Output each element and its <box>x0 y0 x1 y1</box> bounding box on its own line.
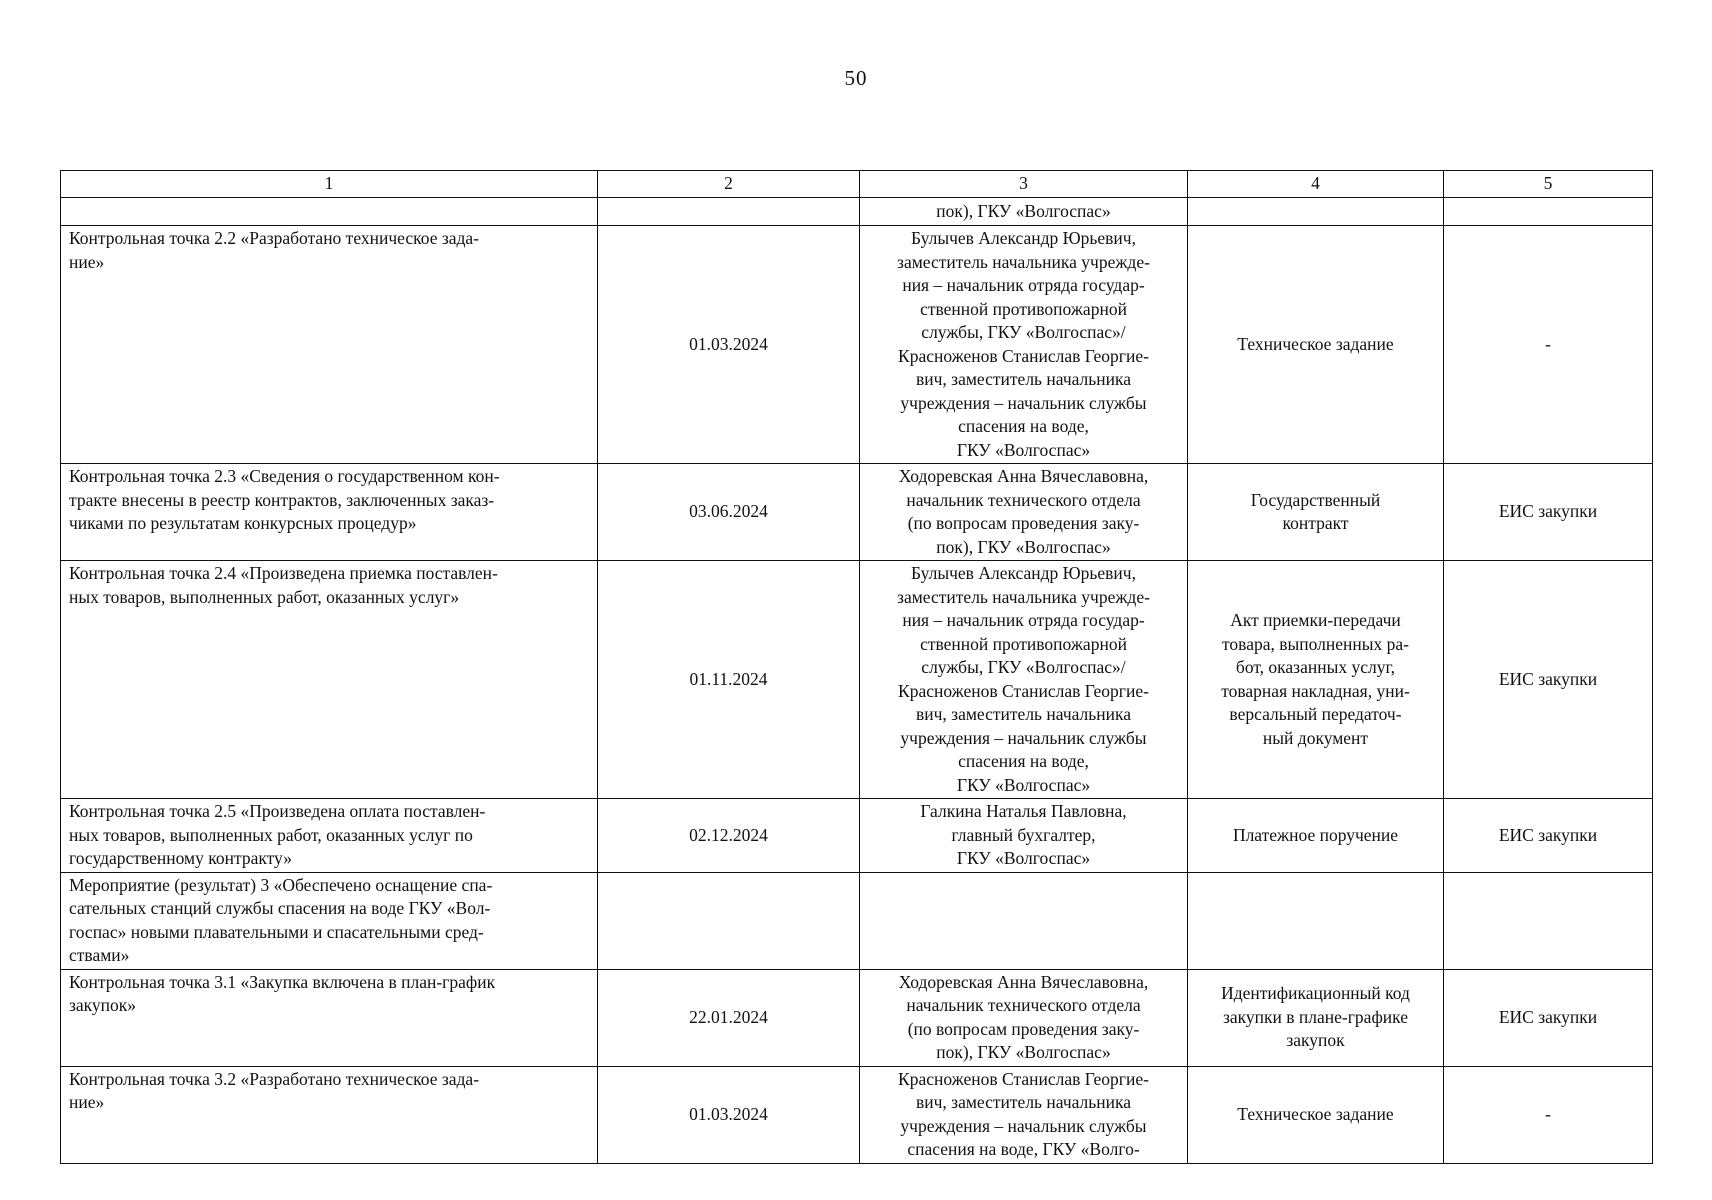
control-point-text: государственному контракту» <box>69 848 292 868</box>
responsible-text: ственной противопожарной <box>920 633 1127 654</box>
deadline-date <box>598 872 860 969</box>
responsible-cell <box>860 1066 1188 1163</box>
information-system-cell: ЕИС закупки <box>1444 464 1653 561</box>
table-row <box>61 226 1653 464</box>
responsible-text: (по вопросам проведения заку- <box>907 513 1140 533</box>
responsible-text: главный бухгалтер, <box>951 824 1096 845</box>
responsible-text: заместитель начальника учрежде- <box>897 251 1150 272</box>
responsible-text: Красноженов Станислав Георгие- <box>898 345 1149 366</box>
responsible-text: начальник технического отдела <box>906 489 1141 510</box>
control-point-text: закупок» <box>69 995 137 1015</box>
control-point-cell <box>61 872 598 969</box>
control-point-text: Мероприятие (результат) 3 «Обеспечено оснащение спа- <box>69 874 493 895</box>
document-type-cell <box>1188 799 1444 873</box>
document-type-text: закупки в плане-графике <box>1223 1006 1408 1027</box>
responsible-text: ния – начальник отряда государ- <box>902 610 1145 630</box>
control-point-text: ных товаров, выполненных работ, оказанных услуг» <box>69 586 460 607</box>
document-type-cell <box>1188 226 1444 464</box>
control-point-cell <box>61 1066 598 1163</box>
document-type-text: товарная накладная, уни- <box>1221 680 1410 701</box>
responsible-text: Булычев Александр Юрьевич, <box>911 563 1136 583</box>
control-point-text: Контрольная точка 3.1 «Закупка включена в план-график <box>69 971 496 992</box>
responsible-text: вич, заместитель начальника <box>915 704 1132 724</box>
table-row <box>61 464 1653 561</box>
control-point-cell <box>61 799 598 873</box>
responsible-text: ния – начальник отряда государ- <box>902 275 1145 295</box>
control-point-text: Контрольная точка 2.2 «Разработано техническое зада- <box>69 228 480 248</box>
document-type-text: Техническое задание <box>1237 1103 1394 1124</box>
responsible-text: вич, заместитель начальника <box>915 369 1132 389</box>
control-point-text: Контрольная точка 2.3 «Сведения о государственном кон- <box>69 466 500 486</box>
responsible-text: Галкина Наталья Павловна, <box>920 801 1127 821</box>
responsible-text: спасения на воде, <box>958 416 1089 436</box>
column-number: 3 <box>860 171 1188 198</box>
document-type-text: версальный передаточ- <box>1229 704 1402 724</box>
responsible-text: спасения на воде, ГКУ «Волго- <box>907 1139 1140 1159</box>
control-point-text: ных товаров, выполненных работ, оказанных услуг по <box>69 824 473 845</box>
control-point-text: тракте внесены в реестр контрактов, заключенных заказ- <box>69 489 495 510</box>
document-type-cell <box>1188 969 1444 1066</box>
document-type-cell <box>1188 198 1444 226</box>
information-system-cell <box>1444 198 1653 226</box>
document-type-text: Государственный <box>1250 489 1381 510</box>
responsible-text: учреждения – начальник службы <box>900 727 1147 748</box>
control-point-text: Контрольная точка 2.5 «Произведена оплата поставлен- <box>69 801 486 821</box>
responsible-cell <box>860 561 1188 799</box>
responsible-text: учреждения – начальник службы <box>900 392 1147 413</box>
information-system-cell: ЕИС закупки <box>1444 969 1653 1066</box>
control-point-text: чиками по результатам конкурсных процедур» <box>69 513 417 533</box>
table-row <box>61 198 1653 226</box>
responsible-cell <box>860 969 1188 1066</box>
responsible-text: Ходоревская Анна Вячеславовна, <box>898 466 1149 486</box>
responsible-text: учреждения – начальник службы <box>900 1115 1147 1136</box>
responsible-text: Ходоревская Анна Вячеславовна, <box>898 971 1149 992</box>
table-row <box>61 1066 1653 1163</box>
column-number: 4 <box>1188 171 1444 198</box>
deadline-date <box>598 198 860 226</box>
information-system-cell <box>1444 872 1653 969</box>
table-row <box>61 872 1653 969</box>
responsible-text: пок), ГКУ «Волгоспас» <box>936 1042 1111 1062</box>
document-type-text: Техническое задание <box>1237 333 1394 354</box>
deadline-date: 01.11.2024 <box>598 561 860 799</box>
control-point-text: ствами» <box>69 945 130 965</box>
responsible-text: начальник технического отдела <box>906 995 1141 1015</box>
responsible-text: пок), ГКУ «Волгоспас» <box>936 200 1111 221</box>
deadline-date: 22.01.2024 <box>598 969 860 1066</box>
responsible-text: (по вопросам проведения заку- <box>907 1018 1140 1039</box>
column-number-row <box>61 171 1653 198</box>
control-point-text: Контрольная точка 2.4 «Произведена приемка поставлен- <box>69 563 498 583</box>
responsible-text: ственной противопожарной <box>920 298 1127 319</box>
document-type-text: контракт <box>1282 513 1349 533</box>
responsible-text: Красноженов Станислав Георгие- <box>898 1068 1149 1089</box>
document-type-text: Идентификационный код <box>1221 983 1410 1004</box>
responsible-text: службы, ГКУ «Волгоспас»/ <box>921 322 1126 342</box>
column-number: 1 <box>61 171 598 198</box>
page-number: 50 <box>844 66 868 90</box>
information-system-cell: ЕИС закупки <box>1444 799 1653 873</box>
responsible-cell <box>860 464 1188 561</box>
document-type-cell <box>1188 872 1444 969</box>
control-points-table <box>60 170 1653 1164</box>
control-point-cell <box>61 198 598 226</box>
column-number: 5 <box>1444 171 1653 198</box>
responsible-text: вич, заместитель начальника <box>915 1092 1132 1112</box>
responsible-text: ГКУ «Волгоспас» <box>956 439 1091 460</box>
document-type-text: товара, выполненных ра- <box>1222 633 1409 654</box>
document-type-cell <box>1188 464 1444 561</box>
deadline-date: 03.06.2024 <box>598 464 860 561</box>
document-type-text: Акт приемки-передачи <box>1230 610 1401 630</box>
table-row <box>61 799 1653 873</box>
document-type-cell <box>1188 561 1444 799</box>
control-point-text: госпас» новыми плавательными и спасательными сред- <box>69 921 484 942</box>
document-type-text: ный документ <box>1262 727 1369 748</box>
responsible-text: пок), ГКУ «Волгоспас» <box>936 536 1111 557</box>
document-type-text: Платежное поручение <box>1232 824 1399 845</box>
responsible-text: спасения на воде, <box>958 751 1089 771</box>
control-point-text: ние» <box>69 251 105 272</box>
control-point-cell <box>61 226 598 464</box>
responsible-text: заместитель начальника учрежде- <box>897 586 1150 607</box>
responsible-cell <box>860 198 1188 226</box>
responsible-text: Красноженов Станислав Георгие- <box>898 680 1149 701</box>
table-row <box>61 561 1653 799</box>
deadline-date: 01.03.2024 <box>598 226 860 464</box>
responsible-text: Булычев Александр Юрьевич, <box>911 228 1136 248</box>
table-row <box>61 969 1653 1066</box>
deadline-date: 02.12.2024 <box>598 799 860 873</box>
control-point-cell <box>61 464 598 561</box>
column-number: 2 <box>598 171 860 198</box>
responsible-text: ГКУ «Волгоспас» <box>956 774 1091 795</box>
information-system-cell: - <box>1444 226 1653 464</box>
control-point-text: сательных станций службы спасения на воде ГКУ «Вол- <box>69 898 491 918</box>
responsible-cell <box>860 226 1188 464</box>
deadline-date: 01.03.2024 <box>598 1066 860 1163</box>
responsible-cell <box>860 872 1188 969</box>
document-type-text: закупок <box>1286 1030 1345 1051</box>
responsible-text: службы, ГКУ «Волгоспас»/ <box>921 657 1126 677</box>
document-type-cell <box>1188 1066 1444 1163</box>
information-system-cell: - <box>1444 1066 1653 1163</box>
responsible-cell <box>860 799 1188 873</box>
information-system-cell: ЕИС закупки <box>1444 561 1653 799</box>
control-point-text: ние» <box>69 1092 105 1112</box>
document-type-text: бот, оказанных услуг, <box>1235 657 1396 677</box>
control-point-text: Контрольная точка 3.2 «Разработано техническое зада- <box>69 1068 480 1089</box>
control-point-cell <box>61 561 598 799</box>
control-point-cell <box>61 969 598 1066</box>
responsible-text: ГКУ «Волгоспас» <box>956 848 1091 868</box>
